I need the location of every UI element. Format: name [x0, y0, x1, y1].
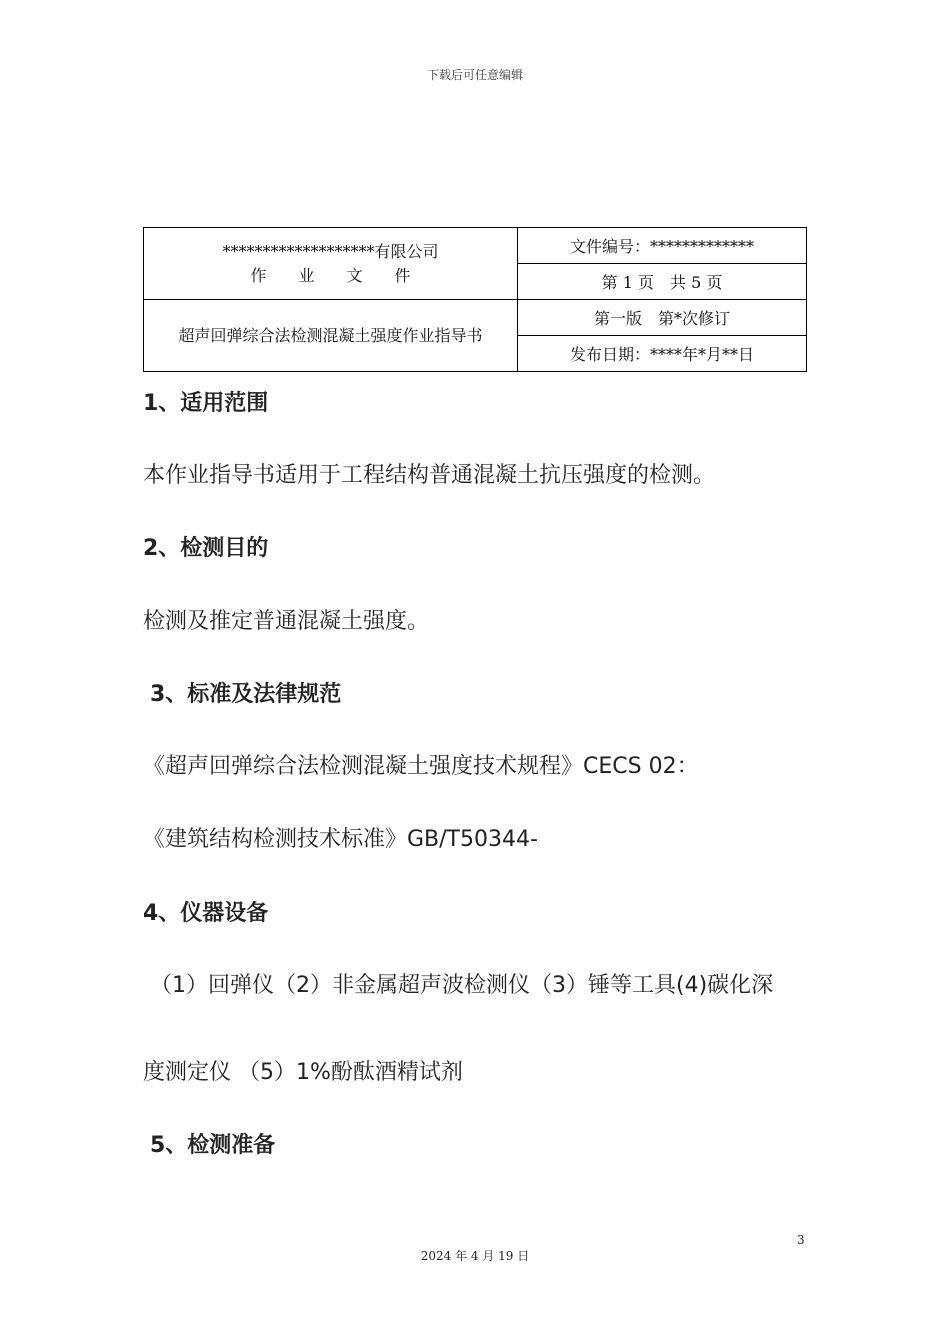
section-3-line-1: 《超声回弹综合法检测混凝土强度技术规程》CECS 02： — [143, 754, 699, 779]
page-count: 第 1 页 共 5 页 — [518, 264, 807, 300]
section-5-title: 5、检测准备 — [150, 1133, 276, 1158]
document-type: 作 业 文 件 — [250, 265, 411, 285]
company-name: *******************有限公司 — [222, 241, 439, 261]
page-number: 3 — [797, 1233, 805, 1247]
release-date: 发布日期：****年*月**日 — [518, 336, 807, 372]
section-4-title: 4、仪器设备 — [143, 901, 269, 926]
section-1-title: 1、适用范围 — [143, 391, 269, 416]
document-header-table — [143, 227, 807, 372]
section-3-line-2: 《建筑结构检测技术标准》GB/T50344- — [143, 827, 538, 852]
section-1-text: 本作业指导书适用于工程结构普通混凝土抗压强度的检测。 — [143, 463, 716, 488]
section-4-line-2: 度测定仪 （5）1%酚酞酒精试剂 — [143, 1060, 463, 1085]
header-note: 下载后可任意编辑 — [426, 68, 523, 82]
footer-date: 2024 年 4 月 19 日 — [420, 1249, 530, 1263]
document-title: 超声回弹综合法检测混凝土强度作业指导书 — [144, 300, 518, 372]
section-2-title: 2、检测目的 — [143, 536, 269, 561]
section-3-title: 3、标准及法律规范 — [150, 682, 342, 707]
edition: 第一版 第*次修订 — [518, 300, 807, 336]
company-cell — [144, 228, 518, 300]
section-4-line-1: （1）回弹仪（2）非金属超声波检测仪（3）锤等工具(4)碳化深 — [150, 973, 774, 998]
section-2-text: 检测及推定普通混凝土强度。 — [143, 609, 430, 634]
file-number: 文件编号：************* — [518, 228, 807, 264]
